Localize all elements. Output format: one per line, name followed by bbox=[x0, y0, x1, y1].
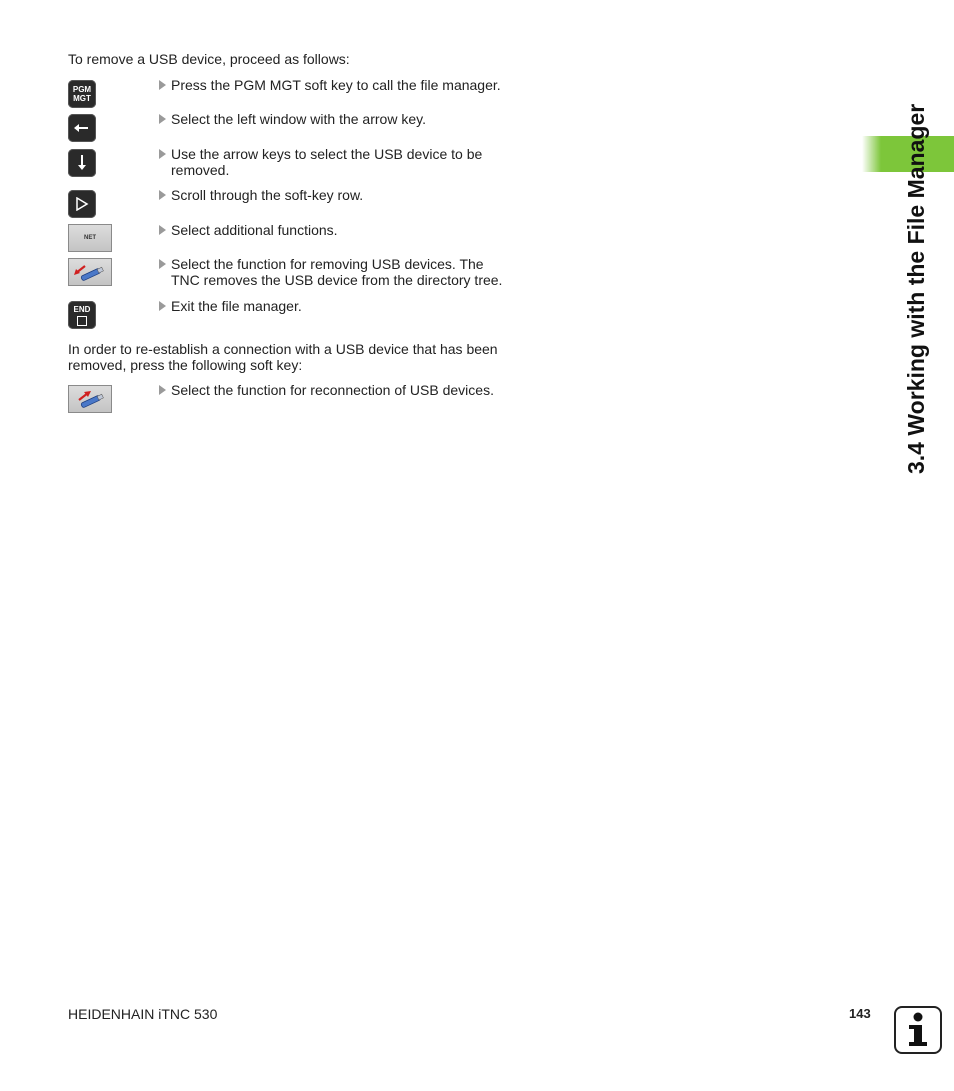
step-6 bbox=[159, 256, 519, 288]
step-5 bbox=[159, 222, 519, 238]
step-2-text: Select the left window with the arrow key. bbox=[171, 111, 426, 127]
step-bullet-icon bbox=[159, 190, 166, 200]
usb-reconnect-softkey[interactable] bbox=[68, 385, 112, 413]
step-bullet-icon bbox=[159, 259, 166, 269]
step-bullet-icon bbox=[159, 301, 166, 311]
section-tab-fade bbox=[862, 136, 881, 172]
reconnect-paragraph bbox=[68, 341, 528, 373]
triangle-right-glyph-icon bbox=[75, 197, 89, 211]
step-bullet-icon bbox=[159, 114, 166, 124]
reconnect-step bbox=[159, 382, 519, 398]
arrow-left-glyph-icon bbox=[74, 123, 90, 133]
step-3-line-1: Use the arrow keys to select the USB device to be bbox=[171, 146, 483, 162]
pgm-mgt-key-icon[interactable] bbox=[68, 80, 96, 108]
step-bullet-icon bbox=[159, 80, 166, 90]
end-key-label: END bbox=[73, 304, 91, 314]
arrow-down-glyph-icon bbox=[77, 155, 87, 171]
step-1-text: Press the PGM MGT soft key to call the file manager. bbox=[171, 77, 501, 93]
step-7 bbox=[159, 298, 519, 314]
step-4-text: Scroll through the soft-key row. bbox=[171, 187, 364, 203]
reconnect-step-text: Select the function for reconnection of USB devices. bbox=[171, 382, 494, 398]
mgt-key-label: MGT bbox=[73, 94, 91, 103]
step-6-line-2: TNC removes the USB device from the directory tree. bbox=[171, 272, 503, 288]
footer-product: HEIDENHAIN iTNC 530 bbox=[68, 1006, 218, 1022]
net-softkey-icon[interactable] bbox=[68, 224, 112, 252]
step-1 bbox=[159, 77, 519, 93]
intro-text: To remove a USB device, proceed as follows: bbox=[68, 51, 350, 67]
step-bullet-icon bbox=[159, 225, 166, 235]
step-5-text: Select additional functions. bbox=[171, 222, 338, 238]
arrow-down-key-icon[interactable] bbox=[68, 149, 96, 177]
step-6-line-1: Select the function for removing USB devices. The bbox=[171, 256, 484, 272]
step-bullet-icon bbox=[159, 149, 166, 159]
usb-remove-softkey[interactable] bbox=[68, 258, 112, 286]
info-icon bbox=[894, 1006, 942, 1054]
step-4 bbox=[159, 187, 519, 203]
end-key-icon[interactable] bbox=[68, 301, 96, 329]
page-number: 143 bbox=[849, 1006, 871, 1021]
next-softkey-row-icon[interactable] bbox=[68, 190, 96, 218]
step-2 bbox=[159, 111, 519, 127]
net-softkey-label: NET bbox=[84, 235, 96, 241]
step-bullet-icon bbox=[159, 385, 166, 395]
usb-reconnect-icon bbox=[71, 387, 109, 411]
pgm-key-label: PGM bbox=[72, 85, 92, 94]
info-i-glyph-icon bbox=[896, 1008, 940, 1052]
end-square-glyph-icon bbox=[77, 316, 87, 326]
step-7-text: Exit the file manager. bbox=[171, 298, 302, 314]
step-3 bbox=[159, 146, 519, 178]
section-title-vertical: 3.4 Working with the File Manager bbox=[903, 103, 929, 474]
reconnect-line-2: removed, press the following soft key: bbox=[68, 357, 303, 373]
usb-remove-icon bbox=[71, 260, 109, 284]
reconnect-line-1: In order to re-establish a connection with a USB device that has been bbox=[68, 341, 498, 357]
arrow-left-key-icon[interactable] bbox=[68, 114, 96, 142]
step-3-line-2: removed. bbox=[171, 162, 230, 178]
